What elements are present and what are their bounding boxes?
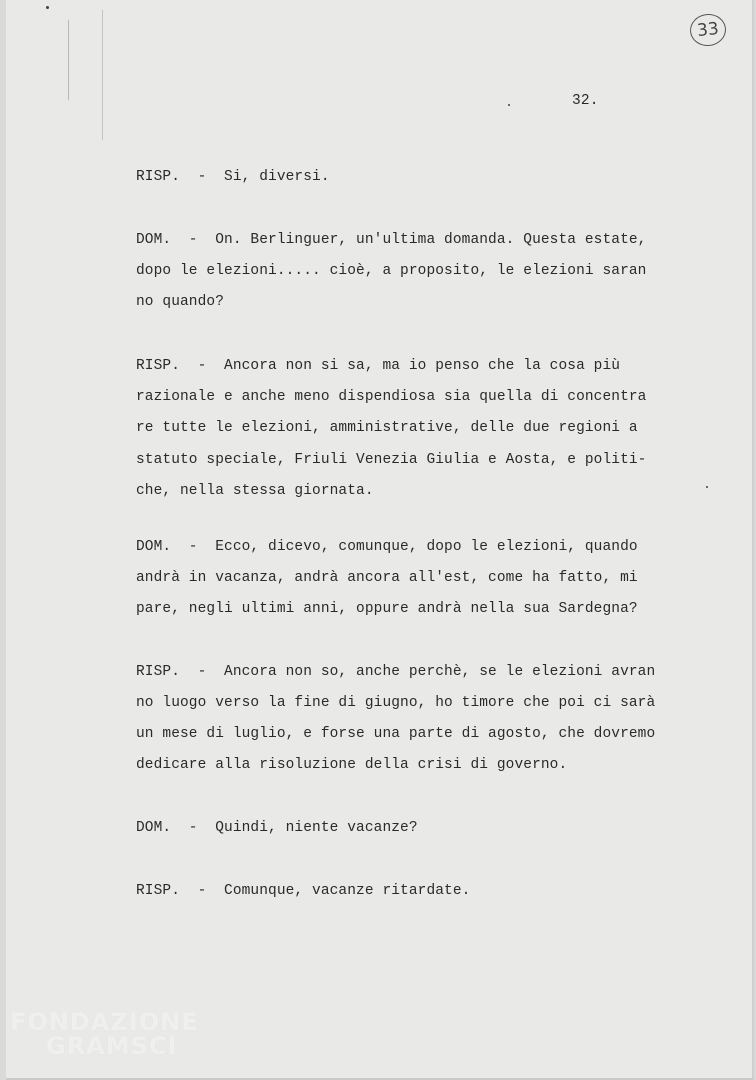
- text-line: DOM. - Ecco, dicevo, comunque, dopo le elezioni, quando: [136, 539, 638, 555]
- ink-speck: [508, 104, 510, 106]
- binder-mark: [102, 10, 103, 140]
- ink-speck: [706, 486, 708, 488]
- text-line: RISP. - Comunque, vacanze ritardate.: [136, 883, 471, 899]
- archive-page-number: 33: [688, 12, 727, 48]
- text-line: RISP. - Ancora non si sa, ma io penso che la cosa più: [136, 358, 621, 374]
- text-line: no quando?: [136, 294, 225, 310]
- watermark-line: FONDAZIONE: [10, 1008, 199, 1036]
- binder-mark: [68, 20, 69, 100]
- text-line: dedicare alla risoluzione della crisi di governo.: [136, 757, 568, 773]
- text-line: andrà in vacanza, andrà ancora all'est, come ha fatto, mi: [136, 570, 638, 586]
- text-line: no luogo verso la fine di giugno, ho timore che poi ci sarà: [136, 695, 656, 711]
- text-line: che, nella stessa giornata.: [136, 483, 374, 499]
- document-page: [6, 0, 754, 1080]
- text-line: RISP. - Ancora non so, anche perchè, se le elezioni avran: [136, 664, 656, 680]
- text-line: statuto speciale, Friuli Venezia Giulia e Aosta, e politi-: [136, 452, 647, 468]
- text-line: dopo le elezioni..... cioè, a proposito, le elezioni saran: [136, 263, 647, 279]
- text-line: re tutte le elezioni, amministrative, delle due regioni a: [136, 420, 638, 436]
- text-line: un mese di luglio, e forse una parte di agosto, che dovremo: [136, 726, 656, 742]
- text-line: pare, negli ultimi anni, oppure andrà nella sua Sardegna?: [136, 601, 638, 617]
- text-line: razionale e anche meno dispendiosa sia quella di concentra: [136, 389, 647, 405]
- watermark-line: GRAMSCI: [46, 1032, 178, 1060]
- text-line: RISP. - Si, diversi.: [136, 169, 330, 185]
- page-number: 32.: [572, 93, 599, 109]
- text-line: DOM. - On. Berlinguer, un'ultima domanda. Questa estate,: [136, 232, 647, 248]
- text-line: DOM. - Quindi, niente vacanze?: [136, 820, 418, 836]
- archive-watermark: [10, 1010, 199, 1058]
- ink-speck: [46, 6, 49, 9]
